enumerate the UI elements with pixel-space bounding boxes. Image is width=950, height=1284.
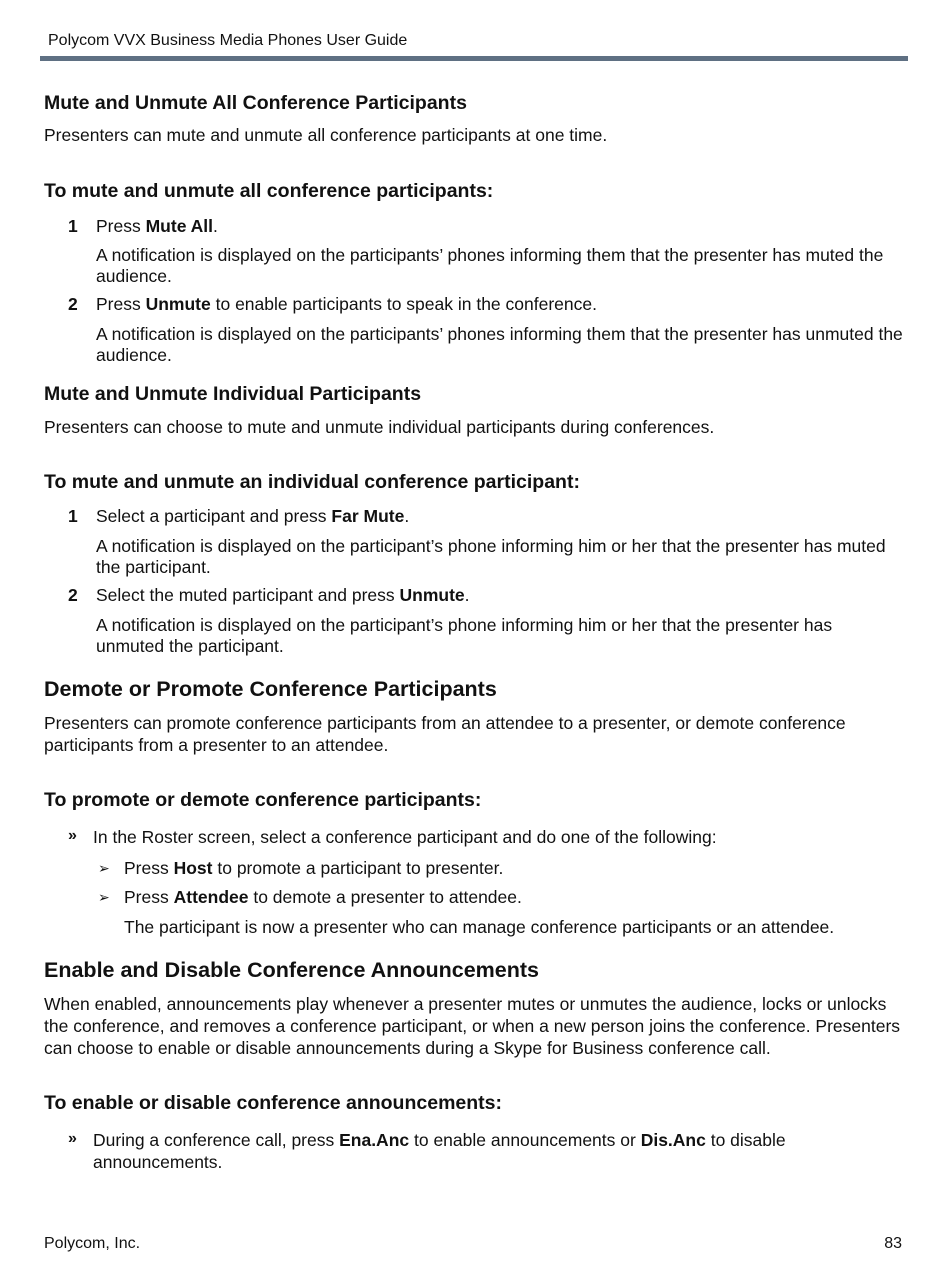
sub-bullet-text: Press Attendee to demote a presenter to attendee. [124,887,522,907]
section-heading-mute-individual: Mute and Unmute Individual Participants [44,383,422,405]
header-rule [40,56,908,61]
bullet-marker: » [68,827,77,844]
step-number: 1 [68,216,78,236]
softkey-label: Dis.Anc [640,1130,706,1150]
softkey-label: Unmute [399,585,465,605]
step-number: 2 [68,294,78,314]
section-intro-mute-individual: Presenters can choose to mute and unmute individual participants during conferences. [44,417,715,437]
softkey-label: Ena.Anc [339,1130,410,1150]
arrow-bullet-icon: ➢ [98,860,110,876]
softkey-label: Mute All [145,216,214,236]
procedure-heading-promote-demote: To promote or demote conference participants: [44,789,482,811]
softkey-label: Far Mute [331,506,405,526]
section-intro-promote-demote: Presenters can promote conference participants from an attendee to a presenter, or demote conference participants from a presenter to an attendee. [44,713,846,755]
step-note: A notification is displayed on the participants’ phones informing them that the presenter has unmuted the audience. [96,324,903,365]
step-note: A notification is displayed on the participant’s phone informing him or her that the presenter has muted the participant. [96,536,886,577]
step-note: A notification is displayed on the participants’ phones informing them that the presenter has muted the audience. [96,245,884,286]
softkey-label: Attendee [173,887,249,907]
sub-bullet-text: Press Host to promote a participant to presenter. [124,858,504,878]
step-text: Press Mute All. [96,216,218,236]
running-header: Polycom VVX Business Media Phones User Guide [48,32,408,49]
bullet-marker: » [68,1130,77,1147]
arrow-bullet-icon: ➢ [98,889,110,905]
step-number: 1 [68,506,78,526]
section-heading-promote-demote: Demote or Promote Conference Participants [44,677,497,701]
bullet-text: In the Roster screen, select a conference participant and do one of the following: [93,827,717,847]
softkey-label: Unmute [145,294,211,314]
section-heading-mute-all: Mute and Unmute All Conference Participants [44,92,467,114]
result-text: The participant is now a presenter who can manage conference participants or an attendee. [124,917,835,937]
step-note: A notification is displayed on the participant’s phone informing him or her that the presenter has unmuted the participant. [96,615,833,656]
section-heading-announcements: Enable and Disable Conference Announcements [44,958,540,982]
section-intro-announcements: When enabled, announcements play whenever a presenter mutes or unmutes the audience, locks or unlocks the conference, and removes a conference participant, or when a new person joins the conference. Presenters can choose to enable or disable announcements during a Skype for Business conference call. [44,994,901,1058]
step-text: Select the muted participant and press Unmute. [96,585,470,605]
softkey-label: Host [173,858,213,878]
step-text: Press Unmute to enable participants to speak in the conference. [96,294,597,314]
bullet-text: During a conference call, press Ena.Anc to enable announcements or Dis.Anc to disable announcements. [93,1130,786,1172]
procedure-heading-mute-individual: To mute and unmute an individual conference participant: [44,471,580,493]
step-number: 2 [68,585,78,605]
page-number: 83 [884,1235,902,1252]
section-intro-mute-all: Presenters can mute and unmute all conference participants at one time. [44,125,608,145]
procedure-heading-announcements: To enable or disable conference announcements: [44,1092,502,1114]
procedure-heading-mute-all: To mute and unmute all conference participants: [44,180,494,202]
footer-company: Polycom, Inc. [44,1235,141,1252]
step-text: Select a participant and press Far Mute. [96,506,410,526]
